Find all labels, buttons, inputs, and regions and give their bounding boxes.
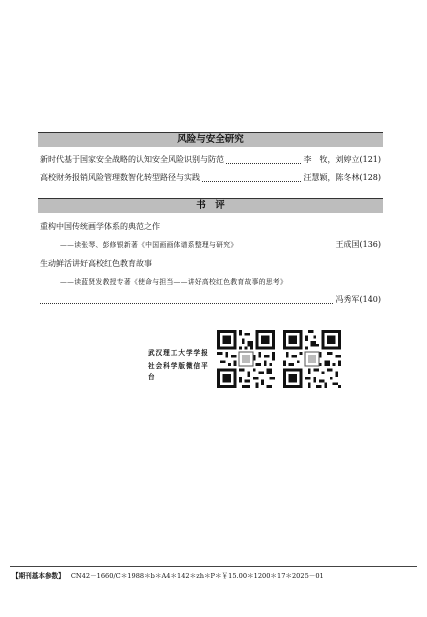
footer-rule (10, 566, 417, 567)
toc-entry-title: 重构中国传统画学体系的典范之作 (40, 222, 160, 231)
dot-leader (202, 171, 301, 182)
journal-parameters-value: CN42－1660/C＊1988＊b＊A4＊142＊zh＊P＊￥15.00＊1200＊17＊2025－01 (70, 572, 324, 580)
toc-entry-author: 王成国(136) (335, 240, 381, 249)
toc-entry-subtitle: ——读蓝贤发教授专著《使命与担当——讲好高校红色教育故事的思考》 (60, 278, 288, 286)
toc-entry-title: 高校财务报销风险管理数智化转型路径与实践 (40, 173, 200, 182)
section-heading-review: 书 评 (38, 199, 383, 213)
toc-entry-title-line[interactable] (40, 221, 381, 233)
qr-code-right (283, 330, 341, 388)
toc-entry-author: 冯秀军(140) (335, 295, 381, 304)
toc-entry-author-line (40, 239, 381, 251)
toc-entry-title: 新时代基于国家安全战略的认知安全风险识别与防范 (40, 155, 224, 164)
dot-leader (40, 293, 333, 304)
toc-entry[interactable] (40, 154, 381, 166)
toc-entry-subtitle: ——读张琴、彭修银新著《中国画画体谱系整理与研究》 (60, 241, 238, 249)
qr-caption-line1: 武汉理工大学学报 (148, 349, 209, 357)
journal-parameters (12, 571, 324, 581)
qr-code-left (217, 330, 275, 388)
toc-entry-author: 汪慧颖，陈冬林(128) (303, 173, 381, 182)
dot-leader (226, 153, 301, 164)
section-heading-risk: 风险与安全研究 (38, 133, 383, 147)
toc-entry[interactable] (40, 172, 381, 184)
toc-entry-title-line[interactable] (40, 258, 381, 270)
toc-entry-author-line (40, 294, 381, 306)
qr-caption-line2: 社会科学版微信平台 (148, 362, 209, 381)
journal-parameters-label: 【期刊基本参数】 (12, 572, 65, 580)
toc-entry-author: 李 牧，刘婷立(121) (303, 155, 381, 164)
toc-entry-title: 生动鲜活讲好高校红色教育故事 (40, 259, 152, 268)
